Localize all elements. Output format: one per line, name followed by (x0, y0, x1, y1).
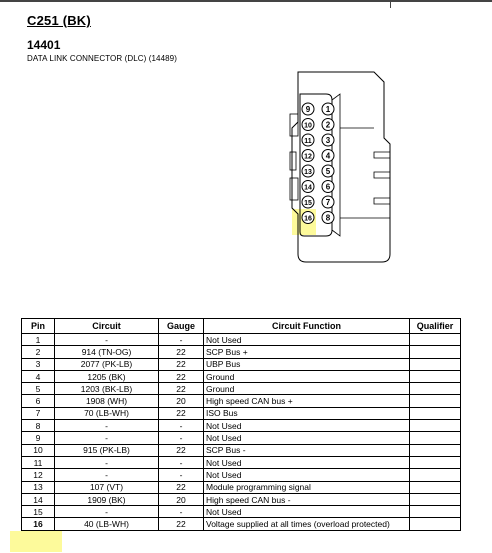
cell-circuit: 70 (LB-WH) (55, 407, 159, 419)
cell-qualifier (410, 432, 461, 444)
cell-function: Ground (204, 383, 410, 395)
pin-15-label: 15 (304, 200, 312, 207)
cell-function: Not Used (204, 334, 410, 346)
table-row (22, 420, 461, 432)
cell-pin: 2 (22, 346, 55, 358)
cell-qualifier (410, 481, 461, 493)
cell-gauge: 22 (159, 346, 204, 358)
cell-gauge: 22 (159, 358, 204, 370)
cell-qualifier (410, 444, 461, 456)
cell-qualifier (410, 407, 461, 419)
cell-pin: 11 (22, 456, 55, 468)
cell-gauge: 22 (159, 481, 204, 493)
cell-pin: 9 (22, 432, 55, 444)
cell-function: Ground (204, 370, 410, 382)
table-row (22, 469, 461, 481)
cell-function: Voltage supplied at all times (overload protected) (204, 518, 410, 530)
cell-pin: 13 (22, 481, 55, 493)
cell-gauge: - (159, 420, 204, 432)
table-row (22, 407, 461, 419)
cell-function: ISO Bus (204, 407, 410, 419)
cell-circuit: - (55, 432, 159, 444)
cell-gauge: - (159, 469, 204, 481)
cell-pin: 6 (22, 395, 55, 407)
cell-circuit: - (55, 469, 159, 481)
cell-qualifier (410, 518, 461, 530)
table-row (22, 493, 461, 505)
cell-pin: 14 (22, 493, 55, 505)
table-row (22, 456, 461, 468)
pin-9-label: 9 (305, 105, 311, 114)
cell-gauge: 22 (159, 518, 204, 530)
cell-pin: 10 (22, 444, 55, 456)
cell-function: Not Used (204, 506, 410, 518)
connector-description: DATA LINK CONNECTOR (DLC) (14489) (27, 54, 177, 63)
cell-qualifier (410, 420, 461, 432)
cell-gauge: - (159, 334, 204, 346)
cell-function: SCP Bus - (204, 444, 410, 456)
pin-6-label: 6 (325, 182, 331, 192)
pin-11-label: 11 (304, 138, 312, 145)
pin-8-label: 8 (325, 213, 331, 223)
cell-circuit: - (55, 420, 159, 432)
table-header-row (22, 319, 461, 334)
pin-16-row-highlight (10, 531, 62, 552)
cell-circuit: - (55, 506, 159, 518)
pin-7-label: 7 (325, 198, 331, 207)
cell-circuit: 107 (VT) (55, 481, 159, 493)
table-row (22, 506, 461, 518)
cell-circuit: - (55, 456, 159, 468)
pin-12-label: 12 (304, 153, 312, 161)
pin-13-label: 13 (304, 169, 312, 176)
cell-circuit: 1908 (WH) (55, 395, 159, 407)
header-circuit-function: Circuit Function (204, 319, 410, 334)
cell-circuit: 40 (LB-WH) (55, 518, 159, 530)
cell-gauge: 20 (159, 493, 204, 505)
cell-circuit: - (55, 334, 159, 346)
cell-pin: 1 (22, 334, 55, 346)
table-row (22, 432, 461, 444)
cell-gauge: 22 (159, 407, 204, 419)
cell-circuit: 1205 (BK) (55, 370, 159, 382)
cell-qualifier (410, 383, 461, 395)
table-row (22, 358, 461, 370)
cell-function: SCP Bus + (204, 346, 410, 358)
cell-gauge: 22 (159, 383, 204, 395)
cell-function: Not Used (204, 469, 410, 481)
cell-function: Not Used (204, 456, 410, 468)
header-divider (390, 0, 391, 8)
cell-pin: 5 (22, 383, 55, 395)
table-row (22, 481, 461, 493)
left-pin-column (302, 103, 314, 224)
cell-function: High speed CAN bus + (204, 395, 410, 407)
cell-qualifier (410, 358, 461, 370)
pin-16-label: 16 (304, 215, 312, 223)
cell-circuit: 915 (PK-LB) (55, 444, 159, 456)
header-circuit: Circuit (55, 319, 159, 334)
cell-circuit: 1203 (BK-LB) (55, 383, 159, 395)
part-number: 14401 (27, 38, 61, 52)
cell-function: Not Used (204, 420, 410, 432)
cell-pin: 12 (22, 469, 55, 481)
pin-1-label: 1 (325, 105, 331, 114)
pin-10-label: 10 (304, 122, 312, 130)
table-row (22, 383, 461, 395)
pin-14-label: 14 (304, 184, 312, 192)
cell-circuit: 1909 (BK) (55, 493, 159, 505)
table-row (22, 334, 461, 346)
cell-gauge: 22 (159, 370, 204, 382)
cell-gauge: 22 (159, 444, 204, 456)
cell-pin: 15 (22, 506, 55, 518)
top-rule (0, 0, 492, 2)
connector-diagram (280, 68, 400, 268)
cell-gauge: - (159, 456, 204, 468)
pin-5-label: 5 (325, 167, 331, 176)
cell-circuit: 914 (TN-OG) (55, 346, 159, 358)
table-row (22, 370, 461, 382)
pin-3-label: 3 (325, 136, 331, 145)
cell-circuit: 2077 (PK-LB) (55, 358, 159, 370)
cell-pin: 7 (22, 407, 55, 419)
pin-4-label: 4 (325, 151, 331, 161)
cell-qualifier (410, 334, 461, 346)
table-row (22, 444, 461, 456)
cell-gauge: - (159, 506, 204, 518)
cell-pin: 4 (22, 370, 55, 382)
header-pin: Pin (22, 319, 55, 334)
header-qualifier: Qualifier (410, 319, 461, 334)
cell-gauge: - (159, 432, 204, 444)
cell-qualifier (410, 469, 461, 481)
cell-qualifier (410, 506, 461, 518)
table-row (22, 346, 461, 358)
cell-function: Not Used (204, 432, 410, 444)
pin-2-label: 2 (325, 120, 331, 130)
cell-pin: 8 (22, 420, 55, 432)
cell-function: UBP Bus (204, 358, 410, 370)
connector-title: C251 (BK) (27, 13, 91, 28)
cell-pin: 16 (22, 518, 55, 530)
cell-qualifier (410, 370, 461, 382)
cell-function: High speed CAN bus - (204, 493, 410, 505)
table-row (22, 518, 461, 530)
cell-qualifier (410, 456, 461, 468)
cell-function: Module programming signal (204, 481, 410, 493)
cell-qualifier (410, 395, 461, 407)
table-row (22, 395, 461, 407)
pin-table (21, 318, 461, 531)
header-gauge: Gauge (159, 319, 204, 334)
cell-qualifier (410, 346, 461, 358)
cell-qualifier (410, 493, 461, 505)
cell-pin: 3 (22, 358, 55, 370)
cell-gauge: 20 (159, 395, 204, 407)
